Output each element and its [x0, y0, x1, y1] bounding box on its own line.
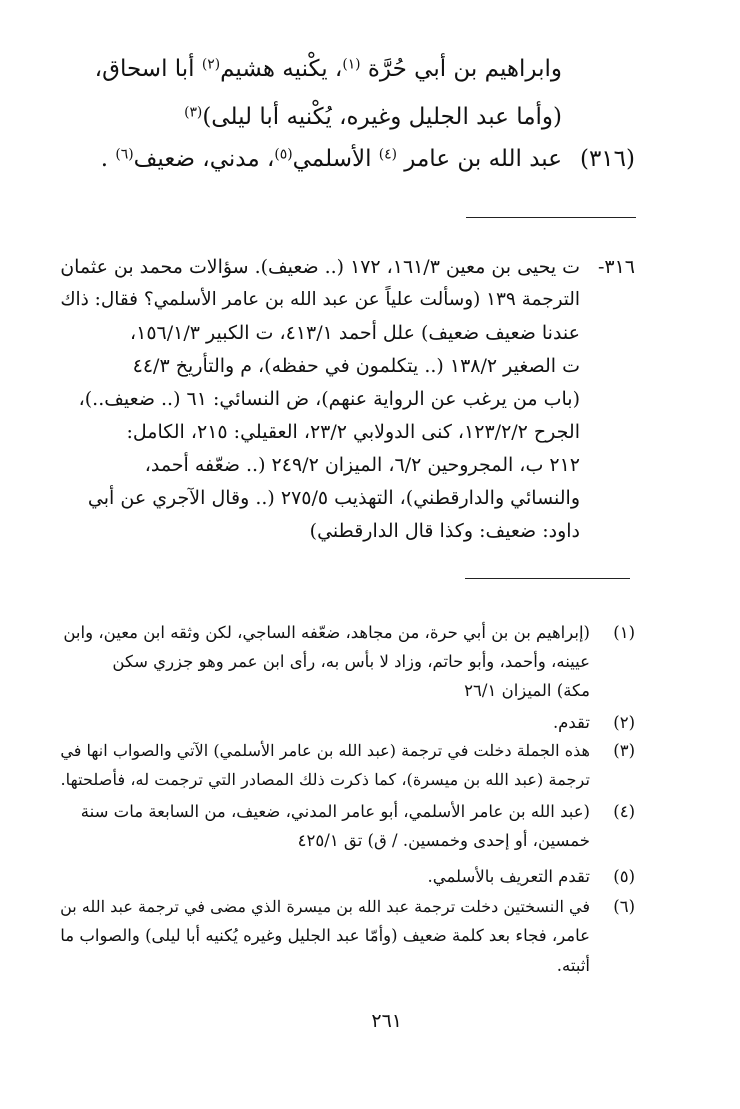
- commentary-line: الترجمة ١٣٩ (وسألت علياً عن عبد الله بن عامر الأسلمي؟ فقال: ذاك: [60, 289, 580, 310]
- footnote-ref-1: (١): [342, 56, 361, 73]
- footnote-line: عيينه، وأحمد، وأبو حاتم، وزاد لا بأس به، رأى ابن عمر وهو جزري سكن: [112, 652, 590, 671]
- commentary-line: عندنا ضعيف ضعيف) علل أحمد ٤١٣/١، ت الكبير ١٥٦/١/٣،: [130, 322, 580, 344]
- main-line-1-text-a: وابراهيم بن أبي حُرَّة: [360, 56, 562, 82]
- footnote-ref-4: (٤): [378, 146, 397, 163]
- main-line-2: [184, 104, 562, 130]
- main-line-2-text-a: (وأما عبد الجليل وغيره، يُكْنيه أبا ليلى): [202, 104, 562, 130]
- footnote-line: ترجمة (عبد الله بن ميسرة)، كما ذكرت ذلك المصادر التي ترجمت له، فأصلحتها.: [60, 770, 590, 789]
- footnote-line: خمسين، أو إحدى وخمسين. / ق) تق ٤٢٥/١: [297, 831, 590, 850]
- footnote-marker: (٣): [613, 741, 635, 760]
- main-line-3-text-c: ، مدني، ضعيف: [133, 146, 275, 172]
- commentary-line: ت الصغير ١٣٨/٢ (.. يتكلمون في حفظه)، م والتأريخ ٤٤/٣: [132, 355, 580, 377]
- footnote-line: عامر، فجاء بعد كلمة ضعيف (وأمّا عبد الجليل وغيره يُكنيه أبا ليلى) والصواب ما: [60, 926, 590, 945]
- footnote-line: تقدم.: [552, 713, 590, 732]
- separator-rule-2: [465, 578, 630, 579]
- commentary-number: ٣١٦-: [597, 256, 635, 278]
- footnote-line: (عبد الله بن عامر الأسلمي، أبو عامر المدني، ضعيف، من السابعة مات سنة: [80, 802, 590, 821]
- footnote-line: مكة) الميزان ٢٦/١: [464, 681, 590, 700]
- main-line-3-text-b: الأسلمي: [292, 146, 379, 172]
- footnote-line: تقدم التعريف بالأسلمي.: [427, 867, 590, 886]
- commentary-line: (باب من يرغب عن الرواية عنهم)، ض النسائي: ٦١ (.. ضعيف..)،: [78, 388, 580, 410]
- main-line-3-text-d: .: [100, 146, 116, 172]
- footnote-marker: (٤): [613, 802, 635, 821]
- commentary-line: داود: ضعيف: وكذا قال الدارقطني): [309, 520, 580, 542]
- commentary-line: الجرح ١٢٣/٢/٢، كنى الدولابي ٢٣/٢، العقيلي: ٢١٥، الكامل:: [126, 421, 580, 443]
- footnote-line: (إبراهيم بن بن أبي حرة، من مجاهد، ضعّفه الساجي، لكن وثقه ابن معين، وابن: [63, 623, 590, 642]
- entry-number: (٣١٦): [579, 146, 635, 172]
- main-line-1: [95, 56, 562, 82]
- footnote-line: هذه الجملة دخلت في ترجمة (عبد الله بن عامر الأسلمي) الآتي والصواب انها في: [60, 741, 590, 760]
- footnote-ref-2: (٢): [201, 56, 221, 73]
- commentary-line: ٢١٢ ب، المجروحين ٦/٢، الميزان ٢٤٩/٢ (.. ضعّفه أحمد،: [144, 454, 580, 476]
- commentary-line: ت يحيى بن معين ١٦١/٣، ١٧٢ (.. ضعيف). سؤالات محمد بن عثمان: [60, 256, 580, 278]
- footnote-line: أثبته.: [556, 956, 590, 975]
- footnote-ref-5: (٥): [274, 146, 293, 163]
- footnote-marker: (٦): [613, 897, 635, 916]
- footnote-marker: (٢): [613, 713, 635, 732]
- footnote-marker: (١): [613, 623, 635, 642]
- footnote-ref-6: (٦): [115, 146, 134, 163]
- main-line-3: [101, 146, 635, 172]
- main-line-1-text-c: أبا اسحاق،: [94, 56, 202, 82]
- separator-rule-1: [466, 217, 636, 218]
- commentary-line: والنسائي والدارقطني)، التهذيب ٢٧٥/٥ (.. وقال الآجري عن أبي: [87, 487, 580, 509]
- footnote-line: في النسختين دخلت ترجمة عبد الله بن ميسرة الذي مضى في ترجمة عبد الله بن: [60, 897, 590, 916]
- main-line-3-text-a: عبد الله بن عامر: [396, 146, 562, 172]
- footnote-marker: (٥): [613, 867, 635, 886]
- main-line-1-text-b: ، يكْنيه هشيم: [220, 56, 343, 82]
- page-number: ٢٦١: [371, 1010, 402, 1032]
- footnote-ref-3: (٣): [184, 104, 203, 121]
